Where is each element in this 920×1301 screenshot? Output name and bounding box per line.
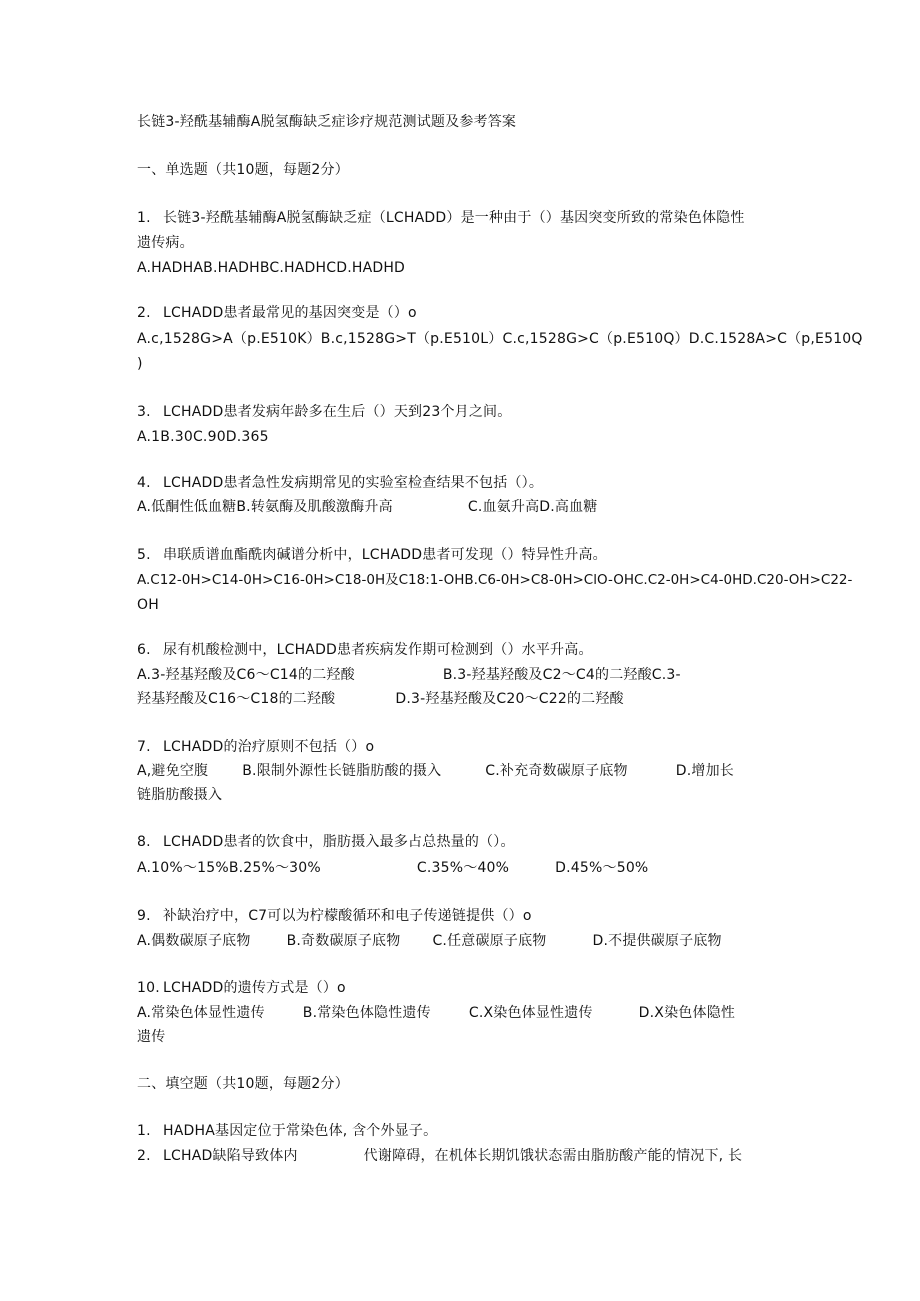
question-6: [137, 640, 593, 660]
question-5-options-cont: OH: [137, 597, 159, 613]
option-d: D.增加长: [675, 763, 734, 779]
document-title: 长链3-羟酰基辅酶A脱氢酶缺乏症诊疗规范测试题及参考答案: [137, 114, 517, 130]
option-b: B.3-羟基羟酸及C2～C4的二羟酸C.3-: [442, 667, 681, 683]
question-2-options: A.c,1528G>A（p.E510K）B.c,1528G>T（p.E510L）C.c,1528G>C（p.E510Q）D.C.1528A>C（p,E510Q: [137, 331, 863, 347]
question-6-options-cont: [137, 689, 624, 709]
question-stem: LCHADD患者的饮食中，脂肪摄入最多占总热量的（）。: [163, 834, 515, 850]
fill-blank-2: [137, 1146, 742, 1166]
question-3: [137, 402, 511, 422]
question-5: [137, 545, 607, 565]
item-text: HADHA基因定位于常染色体, 含个外显子。: [163, 1123, 438, 1139]
question-number: 8.: [137, 834, 151, 850]
question-number: 2.: [137, 305, 151, 321]
item-number: 1.: [137, 1123, 151, 1139]
question-7-options-cont: 链脂肪酸摄入: [137, 787, 223, 803]
option-d: D.45%～50%: [555, 860, 649, 876]
question-7-options: [137, 761, 734, 781]
question-stem: LCHADD的治疗原则不包括（）o: [163, 739, 375, 755]
question-1-stem-cont: 遗传病。: [137, 235, 194, 251]
question-stem: 尿有机酸检测中，LCHADD患者疾病发作期可检测到（）水平升高。: [163, 642, 593, 658]
question-stem: 串联质谱血酯酰肉碱谱分析中，LCHADD患者可发现（）特异性升高。: [163, 547, 607, 563]
item-number: 2.: [137, 1148, 151, 1164]
option-cd: C.血氨升高D.高血糖: [467, 499, 598, 515]
question-10: [137, 978, 346, 998]
question-number: 1.: [137, 210, 151, 226]
option-b: B.限制外源性长链脂肪酸的摄入: [242, 763, 442, 779]
question-stem: LCHADD的遗传方式是（）o: [163, 980, 346, 996]
option-a: A.常染色体显性遗传: [137, 1005, 265, 1021]
section-heading-fill-blank: 二、填空题（共10题，每题2分）: [137, 1076, 349, 1092]
question-stem: 补缺治疗中，C7可以为柠檬酸循环和电子传递链提供（）o: [163, 908, 532, 924]
question-7: [137, 737, 374, 757]
question-stem: LCHADD患者发病年龄多在生后（）天到23个月之间。: [163, 404, 512, 420]
question-2-options-cont: ): [137, 356, 143, 372]
option-c: C.任意碳原子底物: [432, 933, 547, 949]
question-stem: 长链3-羟酰基辅酶A脱氢酶缺乏症（LCHADD）是一种由于（）基因突变所致的常染色体隐性: [163, 210, 745, 226]
question-8: [137, 832, 515, 852]
option-b: B.奇数碳原子底物: [286, 933, 401, 949]
question-number: 10.: [137, 980, 160, 996]
option-d: D.X染色体隐性: [638, 1005, 736, 1021]
fill-blank-1: [137, 1121, 437, 1141]
question-stem: LCHADD患者急性发病期常见的实验室检查结果不包括（）。: [163, 475, 544, 491]
option-c: C.补充奇数碳原子底物: [485, 763, 628, 779]
section-heading-single-choice: 一、单选题（共10题，每题2分）: [137, 162, 349, 178]
option-c: 羟基羟酸及C16～C18的二羟酸: [137, 691, 336, 707]
question-5-options: A.C12-0H>C14-0H>C16-0H>C18-0H及C18:1-OHB.C6-0H>C8-0H>ClO-OHC.C2-0H>C4-0HD.C20-OH>C22-: [137, 572, 853, 588]
question-10-options-cont: 遗传: [137, 1029, 166, 1045]
question-3-options: A.1B.30C.90D.365: [137, 429, 269, 445]
question-8-options: [137, 858, 648, 878]
option-a: A.偶数碳原子底物: [137, 933, 251, 949]
option-c: C.X染色体显性遗传: [468, 1005, 593, 1021]
question-6-options: [137, 665, 681, 685]
question-4: [137, 473, 543, 493]
question-4-options: [137, 497, 598, 517]
option-a: A,避免空腹: [137, 763, 209, 779]
question-1: [137, 208, 745, 228]
option-b: B.常染色体隐性遗传: [302, 1005, 431, 1021]
item-text-a: LCHAD缺陷导致体内: [163, 1148, 298, 1164]
option-c: C.35%～40%: [416, 860, 510, 876]
question-number: 3.: [137, 404, 151, 420]
question-number: 5.: [137, 547, 151, 563]
question-stem: LCHADD患者最常见的基因突变是（）o: [163, 305, 417, 321]
option-a: A.3-羟基羟酸及C6～C14的二羟酸: [137, 667, 355, 683]
option-d: D.3-羟基羟酸及C20～C22的二羟酸: [395, 691, 624, 707]
option-ab: A.低酮性低血糖B.转氨酶及肌酸激酶升高: [137, 499, 393, 515]
question-1-options: A.HADHAB.HADHBC.HADHCD.HADHD: [137, 260, 406, 276]
option-ab: A.10%～15%B.25%～30%: [137, 860, 321, 876]
question-9: [137, 906, 532, 926]
question-2: [137, 303, 417, 323]
question-10-options: [137, 1003, 735, 1023]
question-9-options: [137, 931, 722, 951]
question-number: 9.: [137, 908, 151, 924]
question-number: 6.: [137, 642, 151, 658]
option-d: D.不提供碳原子底物: [592, 933, 722, 949]
question-number: 4.: [137, 475, 151, 491]
item-text-b: 代谢障碍，在机体长期饥饿状态需由脂肪酸产能的情况下, 长: [363, 1148, 743, 1164]
question-number: 7.: [137, 739, 151, 755]
